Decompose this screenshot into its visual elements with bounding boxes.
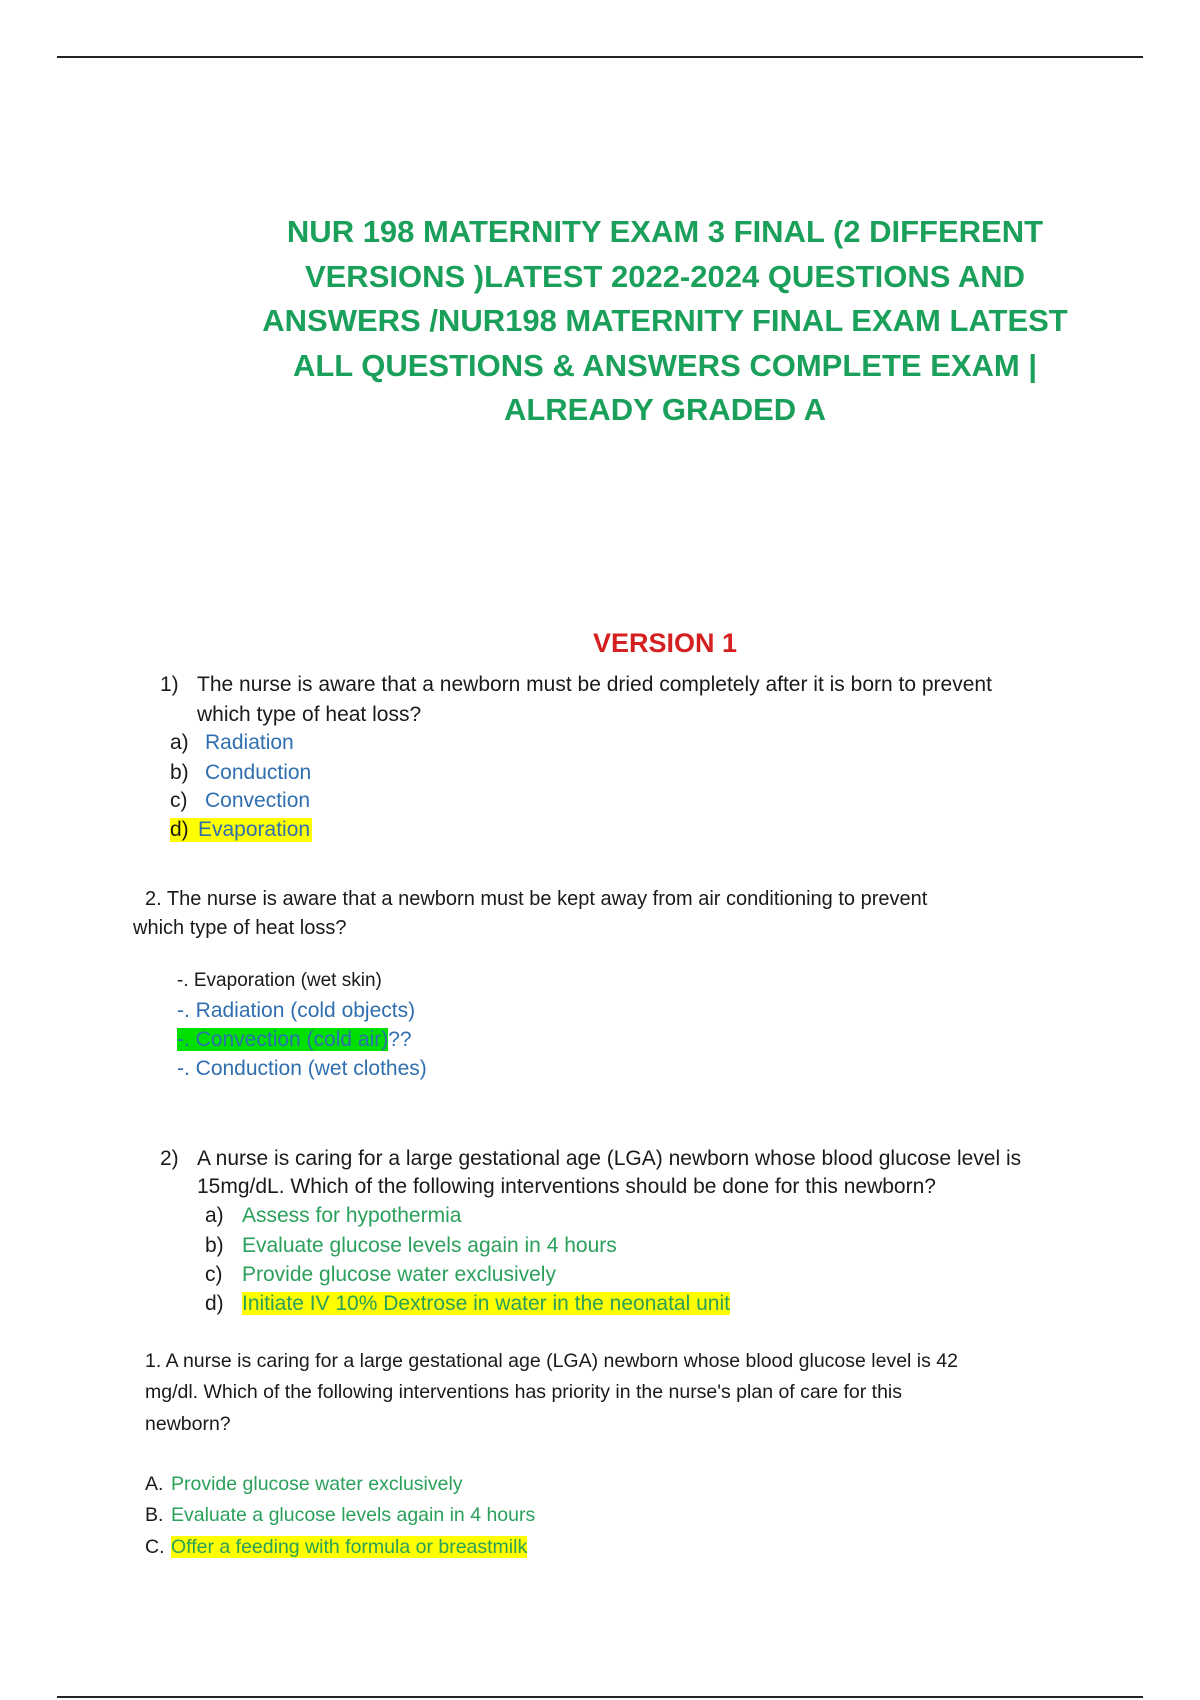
option-letter: d) (170, 818, 189, 841)
q1-option-a (170, 731, 294, 755)
option-text: Offer a feeding with formula or breastmilk (171, 1536, 528, 1558)
question-1-line: The nurse is aware that a newborn must be dried completely after it is born to prevent (197, 673, 992, 696)
option-letter: a) (205, 1204, 224, 1227)
option-letter: a) (170, 731, 189, 754)
option-letter: A. (145, 1473, 164, 1495)
bottom-rule (57, 1696, 1143, 1698)
q2-option-b (205, 1234, 617, 1258)
option-letter: B. (145, 1504, 164, 1526)
q1b-option: -. Conduction (wet clothes) (177, 1057, 427, 1080)
option-text: Assess for hypothermia (242, 1204, 462, 1227)
question-2-line: 15mg/dL. Which of the following interventions should be done for this newborn? (197, 1175, 936, 1198)
uncertain-marker: ?? (388, 1028, 412, 1051)
question-3-line: mg/dl. Which of the following interventions has priority in the nurse's plan of care for this (145, 1381, 903, 1403)
q2-option-c (205, 1263, 556, 1287)
option-letter: b) (205, 1234, 224, 1257)
title-line: NUR 198 MATERNITY EXAM 3 FINAL (2 DIFFERENT (286, 214, 1044, 249)
option-text: Conduction (205, 761, 312, 784)
q1b-option-correct (177, 1028, 412, 1052)
option-text: -. Convection (cold air) (177, 1028, 389, 1051)
option-text: Radiation (205, 731, 294, 754)
question-3-line: 1. A nurse is caring for a large gestational age (LGA) newborn whose blood glucose level is 42 (145, 1350, 958, 1372)
document-title (235, 210, 1095, 433)
q1-option-c (170, 789, 310, 813)
q1b-option: -. Radiation (cold objects) (177, 999, 416, 1022)
title-line: ALREADY GRADED A (503, 392, 827, 427)
q2-option-a (205, 1204, 461, 1228)
option-text: Convection (205, 789, 311, 812)
option-text: Provide glucose water exclusively (171, 1473, 463, 1495)
question-2-line: A nurse is caring for a large gestational age (LGA) newborn whose blood glucose level is (197, 1147, 1022, 1170)
option-letter: b) (170, 761, 189, 784)
top-rule (57, 56, 1143, 58)
q1b-option: -. Evaporation (wet skin) (177, 970, 382, 991)
option-text: Provide glucose water exclusively (242, 1263, 556, 1286)
option-text: Evaluate glucose levels again in 4 hours (242, 1234, 617, 1257)
question-1b-line: 2. The nurse is aware that a newborn must be kept away from air conditioning to prevent (145, 888, 928, 910)
option-letter: c) (170, 789, 188, 812)
option-text: Initiate IV 10% Dextrose in water in the neonatal unit (242, 1292, 730, 1315)
question-2-number: 2) (160, 1147, 179, 1170)
question-1-number: 1) (160, 673, 179, 696)
question-1b-line: which type of heat loss? (133, 917, 347, 939)
option-letter: c) (205, 1263, 223, 1286)
q2-option-d-correct (205, 1292, 730, 1316)
q1-option-b (170, 761, 311, 785)
q3-option-b (145, 1504, 535, 1527)
option-letter: C. (145, 1536, 165, 1558)
title-line: VERSIONS )LATEST 2022-2024 QUESTIONS AND (304, 258, 1026, 294)
q1-option-d-correct (170, 818, 312, 842)
title-line: ALL QUESTIONS & ANSWERS COMPLETE EXAM | (292, 347, 1038, 383)
title-line: ANSWERS /NUR198 MATERNITY FINAL EXAM LATEST (262, 303, 1068, 338)
question-3-line: newborn? (145, 1413, 231, 1435)
q3-option-c-correct (145, 1536, 527, 1559)
option-text: Evaporation (198, 818, 311, 841)
version-heading: VERSION 1 (592, 628, 738, 658)
option-letter: d) (205, 1292, 224, 1315)
option-text: Evaluate a glucose levels again in 4 hours (171, 1504, 536, 1526)
question-1-line: which type of heat loss? (197, 703, 422, 726)
q3-option-a (145, 1473, 463, 1496)
